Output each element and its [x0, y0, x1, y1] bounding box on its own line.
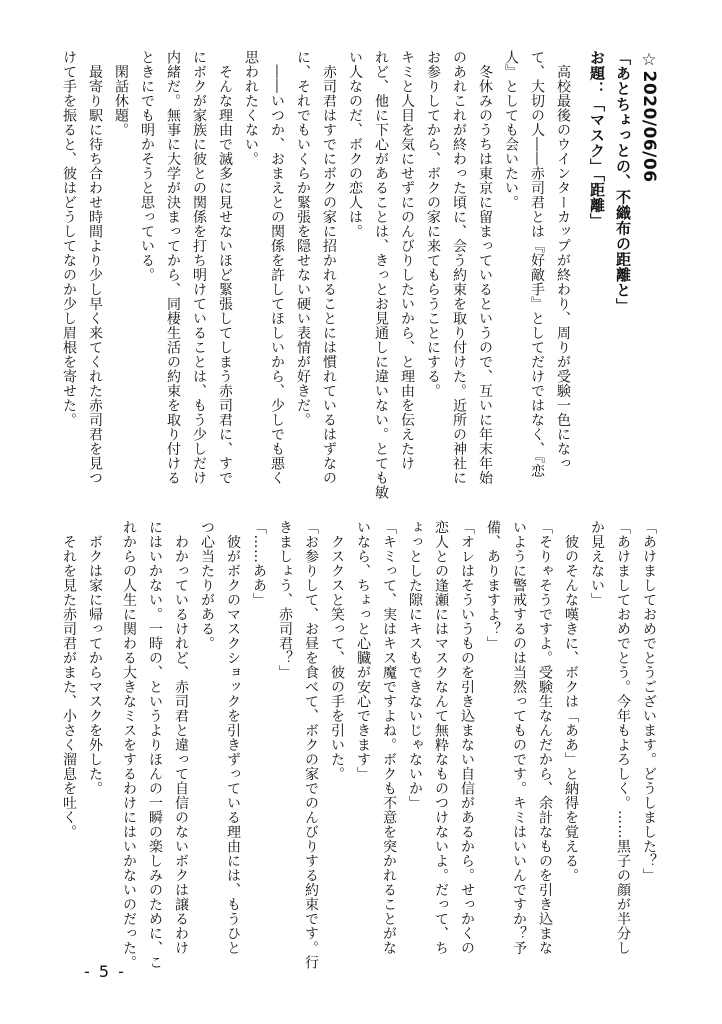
lower-text-line: 「オレはそういうものを引き込まない自信があるから。せっかくの	[459, 520, 475, 955]
lower-text-line: いなら、ちょっと心臓が安心できます」	[355, 520, 371, 781]
lower-text-line: クスクスと笑って、彼の手を引いた。	[329, 520, 345, 781]
lower-text-line: つ心当たりがある。	[199, 520, 215, 651]
page-number: - 5 -	[84, 962, 126, 981]
upper-text-line: 思われたくない。	[243, 50, 259, 166]
lower-text-gap	[108, 520, 116, 960]
upper-text-line: そんな理由で滅多に見せないほど緊張してしまう赤司君に、すで	[217, 50, 233, 485]
upper-text-line: い人なのだ、ボクの恋人は。	[347, 50, 363, 239]
lower-text-block	[61, 520, 662, 970]
upper-text-line: れど、他に下心があることは、きっとお見通しに違いない。とても敏	[373, 50, 389, 500]
lower-text-line: いように警戒するのは当然ってものです。キミはいいんですか？予	[511, 520, 527, 955]
upper-text-line: 内緒だ。無事に大学が決まってから、同棲生活の約束を取り付ける	[165, 50, 181, 485]
upper-text-line: のあれこれが終わった頃に、会う約束を取り付けた。近所の神社に	[451, 50, 467, 485]
upper-text-line: にボクが家族に彼との関係を打ち明けていることは、もう少しだけ	[191, 50, 207, 485]
lower-text-line: 「あけましておめでとうございます。どうしました？」	[641, 520, 657, 883]
upper-text-line: ――いつか、おまえとの関係を許してほしいから、少しでも悪く	[269, 50, 285, 485]
story-title: 「あとちょっとの、不織布の距離と」	[614, 50, 632, 314]
upper-text-line: 閑話休題。	[113, 50, 129, 137]
lower-text-line: 「そりゃそうですよ。受験生なんだから、余計なものを引き込まな	[537, 520, 553, 955]
upper-text-gap	[576, 50, 584, 490]
lower-text-line: れからの人生に関わる大きなミスをするわけにはいかないのだった。	[121, 520, 137, 970]
upper-text-line: 人』としても会いたい。	[503, 50, 519, 210]
lower-text-line: 恋人との逢瀬にはマスクなんて無粋なものつけないよ。だって、ち	[433, 520, 449, 955]
lower-text-line: ボクは家に帰ってからマスクを外した。	[87, 520, 103, 796]
upper-text-line: 赤司君はすでにボクの家に招かれることには慣れているはずなの	[321, 50, 337, 485]
lower-text-line: きましょう、赤司君？」	[277, 520, 293, 680]
entry-date: ☆2020/06/06	[639, 50, 659, 183]
upper-text-line: ときにでも明かそうと思っている。	[139, 50, 155, 282]
lower-text-line: 「お参りして、お昼を食べて、ボクの家でのんびりする約束です。行	[303, 520, 319, 970]
upper-text-line: お参りしてから、ボクの家に来てもらうことにする。	[425, 50, 441, 398]
lower-text-line: にはいかない。一時の、というよりほんの一瞬の楽しみのために、こ	[147, 520, 163, 970]
upper-text-line: けて手を振ると、彼はどうしてなのか少し眉根を寄せた。	[61, 50, 77, 427]
lower-text-line: 備、ありますよ？」	[485, 520, 501, 651]
lower-text-line: 彼がボクのマスクショックを引きずっている理由には、もうひと	[225, 520, 241, 955]
upper-text-line: 高校最後のウインターカップが終わり、周りが受験一色になっ	[555, 50, 571, 471]
lower-text-line: それを見た赤司君がまた、小さく溜息を吐く。	[61, 520, 77, 839]
lower-text-line: 「あけましておめでとう。今年もよろしく。……黒子の顔が半分し	[615, 520, 631, 955]
upper-text-line: キミと人目を気にせずにのんびりしたいから、と理由を伝えたけ	[399, 50, 415, 471]
upper-text-line: に、それでもいくらか緊張を隠せない硬い表情が好きだ。	[295, 50, 311, 427]
lower-text-line: ょっとした隙にキスもできないじゃないか」	[407, 520, 423, 810]
upper-text-block	[61, 50, 662, 500]
upper-text-line: て、大切の人――赤司君とは『好敵手』としてだけではなく、『恋	[529, 50, 545, 478]
lower-text-line: 「キミって、実はキス魔ですよね。ボクも不意を突かれることがな	[381, 520, 397, 955]
lower-text-line: 「……ああ」	[251, 520, 267, 607]
lower-text-line: 彼のそんな嘆きに、ボクは「ああ」と納得を覚える。	[563, 520, 579, 883]
lower-text-line: か見えない」	[589, 520, 605, 607]
upper-text-line: 最寄り駅に待ち合わせ時間より少し早く来てくれた赤司君を見つ	[87, 50, 103, 485]
story-prompt: お題：「マスク」「距離」	[588, 50, 606, 229]
upper-text-line: 冬休みのうちは東京に留まっているというので、互いに年末年始	[477, 50, 493, 485]
lower-text-line: わかっているけれど、赤司君と違って自信のないボクは譲るわけ	[173, 520, 189, 955]
